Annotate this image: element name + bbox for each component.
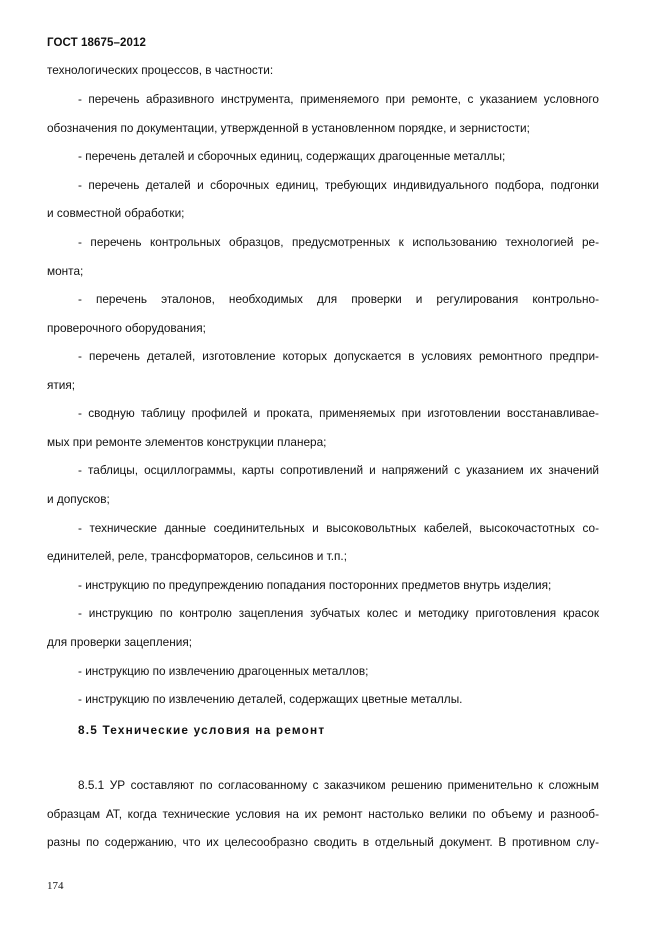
text-line: проверочного оборудования; (47, 321, 206, 335)
list-item-line: - перечень контрольных образцов, предусмотренных к использованию технологией ре- (78, 235, 599, 249)
list-item-line: - инструкцию по контролю зацепления зубчатых колес и методику приготовления красок (78, 606, 599, 620)
section-title: 8.5 Технические условия на ремонт (78, 723, 326, 737)
text-line: и допусков; (47, 492, 110, 506)
paragraph-line: разны по содержанию, что их целесообразно сводить в отдельный документ. В противном слу- (47, 835, 599, 849)
text-line: монта; (47, 264, 84, 278)
text-line: единителей, реле, трансформаторов, сельсинов и т.п.; (47, 549, 347, 563)
text-line: технологических процессов, в частности: (47, 63, 274, 77)
text-line: ятия; (47, 378, 76, 392)
list-item-line: - сводную таблицу профилей и проката, применяемых при изготовлении восстанавливае- (78, 406, 599, 420)
list-item-line: - технические данные соединительных и высоковольтных кабелей, высокочастотных со- (78, 521, 599, 535)
text-line: обозначения по документации, утвержденной в установленном порядке, и зернистости; (47, 121, 530, 135)
list-item-line: - перечень деталей и сборочных единиц, содержащих драгоценные металлы; (78, 149, 506, 163)
list-item-line: - перечень эталонов, необходимых для проверки и регулирования контрольно- (78, 292, 599, 306)
list-item-line: - инструкцию по извлечению деталей, содержащих цветные металлы. (78, 692, 463, 706)
list-item-line: - перечень абразивного инструмента, применяемого при ремонте, с указанием условного (78, 92, 599, 106)
list-item-line: - инструкцию по извлечению драгоценных металлов; (78, 664, 369, 678)
document-header: ГОСТ 18675–2012 (47, 37, 147, 49)
list-item-line: - перечень деталей и сборочных единиц, требующих индивидуального подбора, подгонки (78, 178, 599, 192)
text-line: мых при ремонте элементов конструкции планера; (47, 435, 327, 449)
list-item-line: - инструкцию по предупреждению попадания посторонних предметов внутрь изделия; (78, 578, 552, 592)
text-line: для проверки зацепления; (47, 635, 192, 649)
list-item-line: - перечень деталей, изготовление которых допускается в условиях ремонтного предпри- (78, 349, 599, 363)
list-item-line: - таблицы, осциллограммы, карты сопротивлений и напряжений с указанием их значений (78, 463, 599, 477)
paragraph-line: образцам АТ, когда технические условия на их ремонт настолько велики по объему и разнооб- (47, 807, 599, 821)
paragraph-line: 8.5.1 УР составляют по согласованному с заказчиком решению применительно к сложным (78, 778, 599, 792)
text-line: и совместной обработки; (47, 206, 185, 220)
page-number: 174 (47, 880, 64, 892)
